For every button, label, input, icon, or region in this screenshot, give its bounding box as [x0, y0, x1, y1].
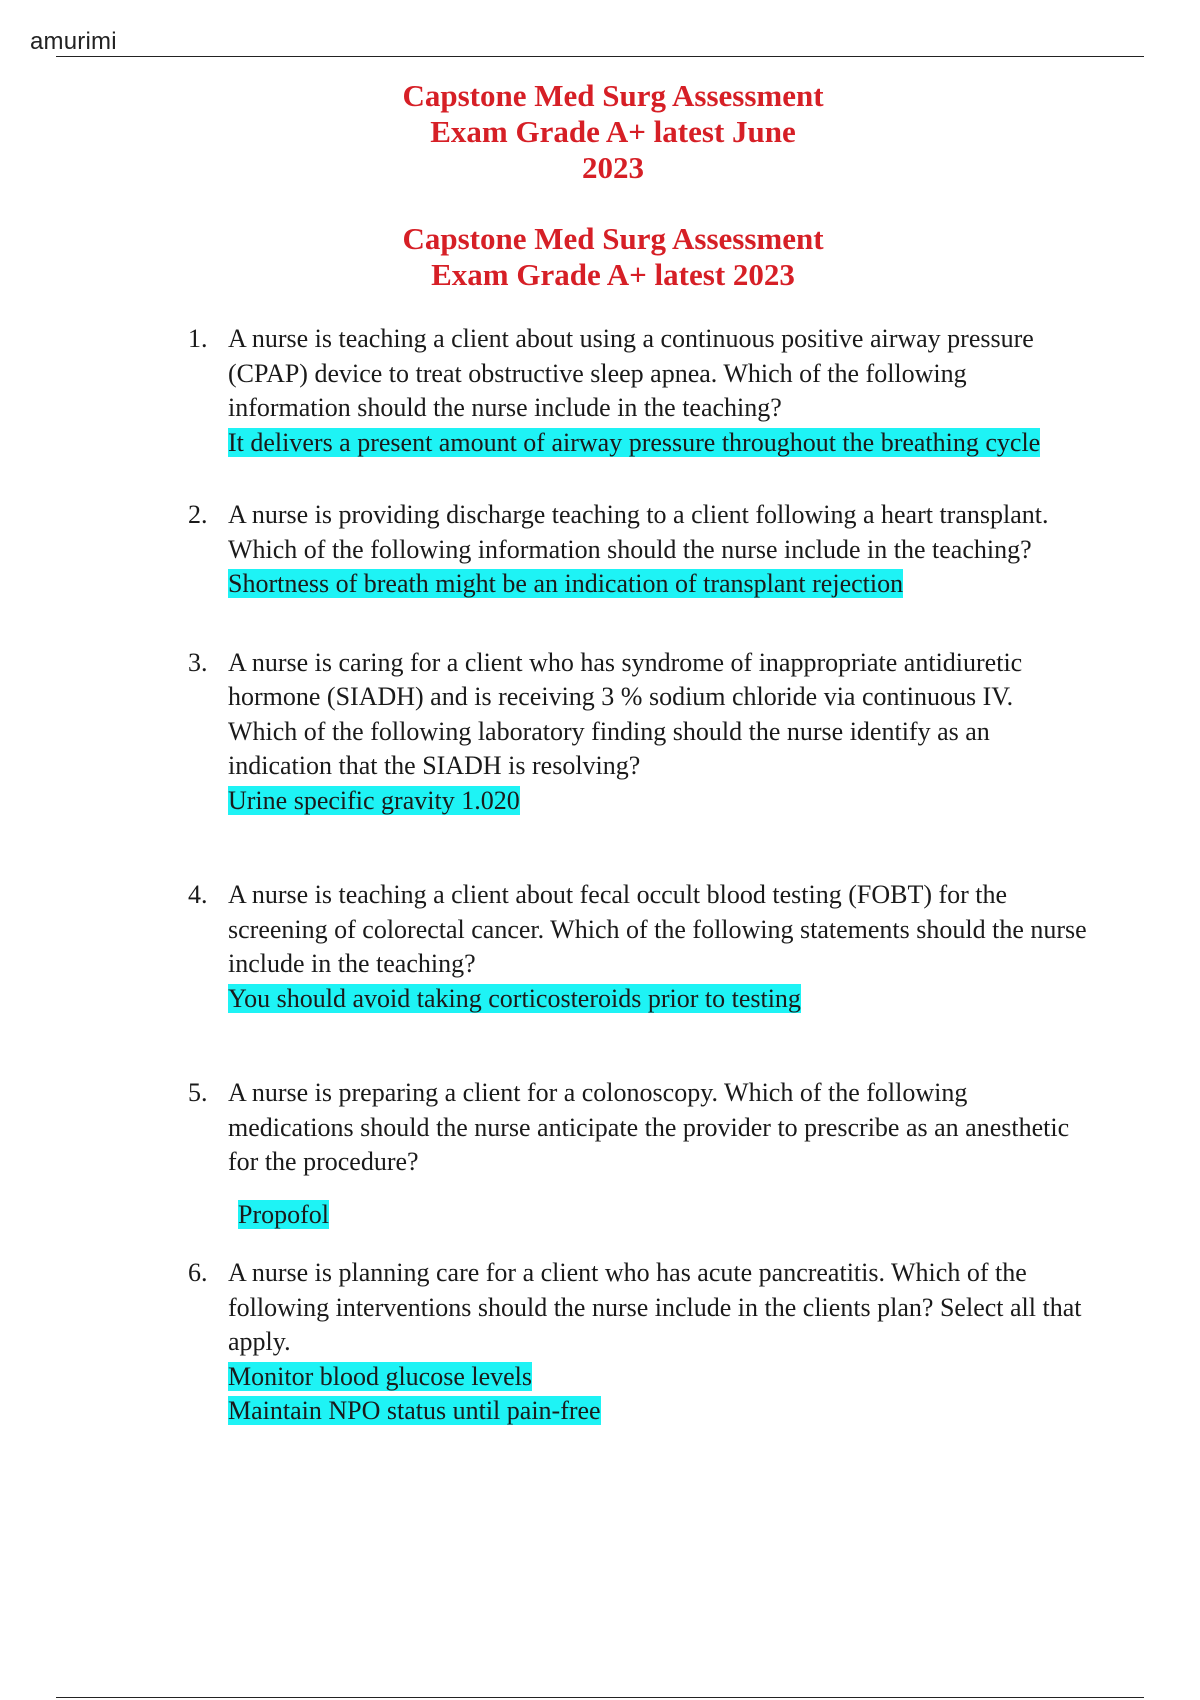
highlighted-answer: Maintain NPO status until pain-free: [228, 1396, 601, 1425]
subtitle-line: Capstone Med Surg Assessment: [402, 221, 824, 256]
question-item: [188, 878, 1088, 1016]
answer-line: [228, 1198, 1088, 1233]
highlighted-answer: You should avoid taking corticosteroids prior to testing: [228, 983, 801, 1013]
question-number: 2.: [188, 500, 208, 529]
question-item: [188, 1076, 1088, 1232]
header-rule: [56, 56, 1144, 57]
footer-rule: [56, 1697, 1144, 1698]
answer-line: [228, 567, 1088, 602]
watermark-text: amurimi: [30, 28, 117, 55]
title-line: 2023: [582, 150, 644, 185]
title-line: Capstone Med Surg Assessment: [402, 78, 824, 113]
highlighted-answer: It delivers a present amount of airway pressure throughout the breathing cycle: [228, 427, 1041, 457]
highlighted-answer: Propofol: [238, 1199, 329, 1229]
question-number: 5.: [188, 1078, 208, 1107]
question-list: [188, 322, 1088, 1429]
question-text: A nurse is planning care for a client who has acute pancreatitis. Which of the following interventions should the nurse include in the clients plan? Select all that apply.: [228, 1258, 1082, 1356]
question-item: [188, 322, 1088, 460]
subtitle-line: Exam Grade A+ latest 2023: [431, 257, 795, 292]
document-title: [0, 78, 1200, 186]
question-item: [188, 498, 1088, 602]
highlighted-answer: Monitor blood glucose levels: [228, 1361, 533, 1391]
answer-line: [228, 1360, 1088, 1395]
question-number: 1.: [188, 324, 208, 353]
question-item: [188, 1256, 1088, 1429]
question-number: 4.: [188, 880, 208, 909]
answer-line: [228, 1394, 1088, 1429]
highlighted-answer: Shortness of breath might be an indication of transplant rejection: [228, 569, 904, 598]
highlighted-answer: Urine specific gravity 1.020: [228, 785, 520, 815]
question-text: A nurse is caring for a client who has syndrome of inappropriate antidiuretic hormone (SIADH) and is receiving 3 % sodium chloride via continuous IV. Which of the following laboratory finding should the nurse identify as an indication that the SIADH is resolving?: [228, 647, 1023, 780]
question-number: 6.: [188, 1258, 208, 1287]
question-text: A nurse is teaching a client about fecal occult blood testing (FOBT) for the screening of colorectal cancer. Which of the following statements should the nurse include in the teaching?: [228, 880, 1087, 978]
title-line: Exam Grade A+ latest June: [430, 114, 796, 149]
question-text: A nurse is teaching a client about using a continuous positive airway pressure (CPAP) device to treat obstructive sleep apnea. Which of the following information should the nurse include in the teaching?: [228, 324, 1034, 422]
answer-line: [228, 426, 1088, 461]
question-number: 3.: [188, 647, 208, 677]
question-text: A nurse is providing discharge teaching to a client following a heart transplant. Which of the following information should the nurse include in the teaching?: [228, 500, 1049, 564]
question-item: [188, 646, 1088, 819]
document-subtitle: [0, 221, 1200, 293]
question-text: A nurse is preparing a client for a colonoscopy. Which of the following medications should the nurse anticipate the provider to prescribe as an anesthetic for the procedure?: [228, 1078, 1070, 1176]
answer-line: [228, 982, 1088, 1017]
answer-line: [228, 784, 1088, 819]
